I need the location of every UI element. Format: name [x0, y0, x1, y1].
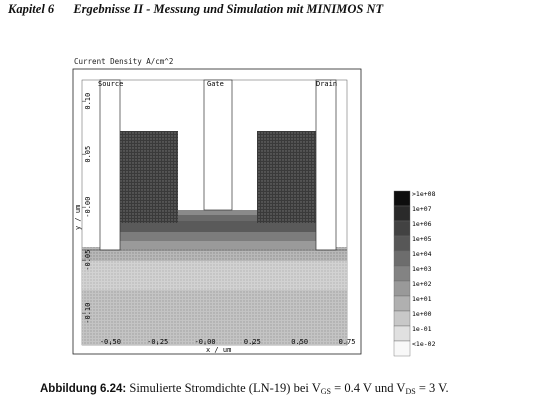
drain-label: Drain — [316, 80, 338, 88]
x-tick-label: -0.25 — [147, 338, 169, 346]
drain-well — [257, 131, 316, 223]
caption-text-1: Simulierte Stromdichte (LN-19) bei V — [129, 381, 321, 395]
colorbar-label: 1e+02 — [412, 280, 432, 288]
chart-title: Current Density A/cm^2 — [74, 57, 174, 66]
colorbar-label: 1e+00 — [412, 310, 432, 318]
colorbar-label: <1e-02 — [412, 340, 436, 348]
colorbar-label: 1e-01 — [412, 325, 432, 333]
y-tick-label: -0.00 — [84, 196, 92, 218]
colorbar-label: 1e+07 — [412, 205, 432, 213]
colorbar-swatch — [394, 311, 410, 326]
colorbar-swatch — [394, 266, 410, 281]
colorbar-swatch — [394, 296, 410, 311]
colorbar-label: 1e+03 — [412, 265, 432, 273]
channel-band-2 — [120, 232, 316, 241]
colorbar-swatch — [394, 191, 410, 206]
channel-surface-band — [178, 215, 258, 221]
colorbar-swatch — [394, 206, 410, 221]
substrate-deep-band — [82, 290, 347, 345]
colorbar-label: 1e+05 — [412, 235, 432, 243]
x-tick-label: 0.50 — [291, 338, 309, 346]
y-axis-label: y / um — [74, 204, 82, 230]
x-tick-label: 0.25 — [243, 338, 261, 346]
colorbar-swatch — [394, 281, 410, 296]
caption-sub-ds: DS — [405, 387, 416, 396]
gate-label: Gate — [207, 80, 224, 88]
chapter-label: Kapitel 6 — [8, 2, 55, 16]
chapter-title: Ergebnisse II - Messung und Simulation mit MINIMOS NT — [73, 2, 384, 16]
colorbar-label: 1e+01 — [412, 295, 432, 303]
caption-text-2: = 0.4 V und V — [331, 381, 406, 395]
caption-text-3: = 3 V. — [415, 381, 449, 395]
y-tick-label: 0.05 — [84, 145, 92, 163]
substrate-top-band — [82, 247, 347, 261]
colorbar-swatch — [394, 341, 410, 356]
source-label: Source — [98, 80, 124, 88]
caption-label: Abbildung 6.24: — [40, 383, 127, 395]
source-contact — [100, 80, 120, 250]
figure-caption — [40, 381, 530, 396]
colorbar-swatch — [394, 221, 410, 236]
colorbar-swatch — [394, 236, 410, 251]
colorbar-swatch — [394, 251, 410, 266]
x-tick-label: 0.75 — [338, 338, 356, 346]
x-tick-label: -0.50 — [99, 338, 121, 346]
source-well — [120, 131, 178, 223]
colorbar-swatch — [394, 326, 410, 341]
colorbar-label: >1e+08 — [412, 190, 436, 198]
channel-band-3 — [120, 241, 316, 249]
drain-contact — [316, 80, 336, 250]
x-axis-label: x / um — [206, 346, 232, 354]
y-tick-label: -0.05 — [84, 249, 92, 271]
caption-sub-gs: GS — [320, 387, 332, 396]
gate-oxide — [204, 80, 232, 210]
y-tick-label: -0.10 — [84, 302, 92, 324]
colorbar-label: 1e+04 — [412, 250, 432, 258]
colorbar-label: 1e+06 — [412, 220, 432, 228]
y-tick-label: 0.10 — [84, 92, 92, 110]
x-tick-label: -0.00 — [194, 338, 216, 346]
colorbar — [394, 190, 436, 356]
